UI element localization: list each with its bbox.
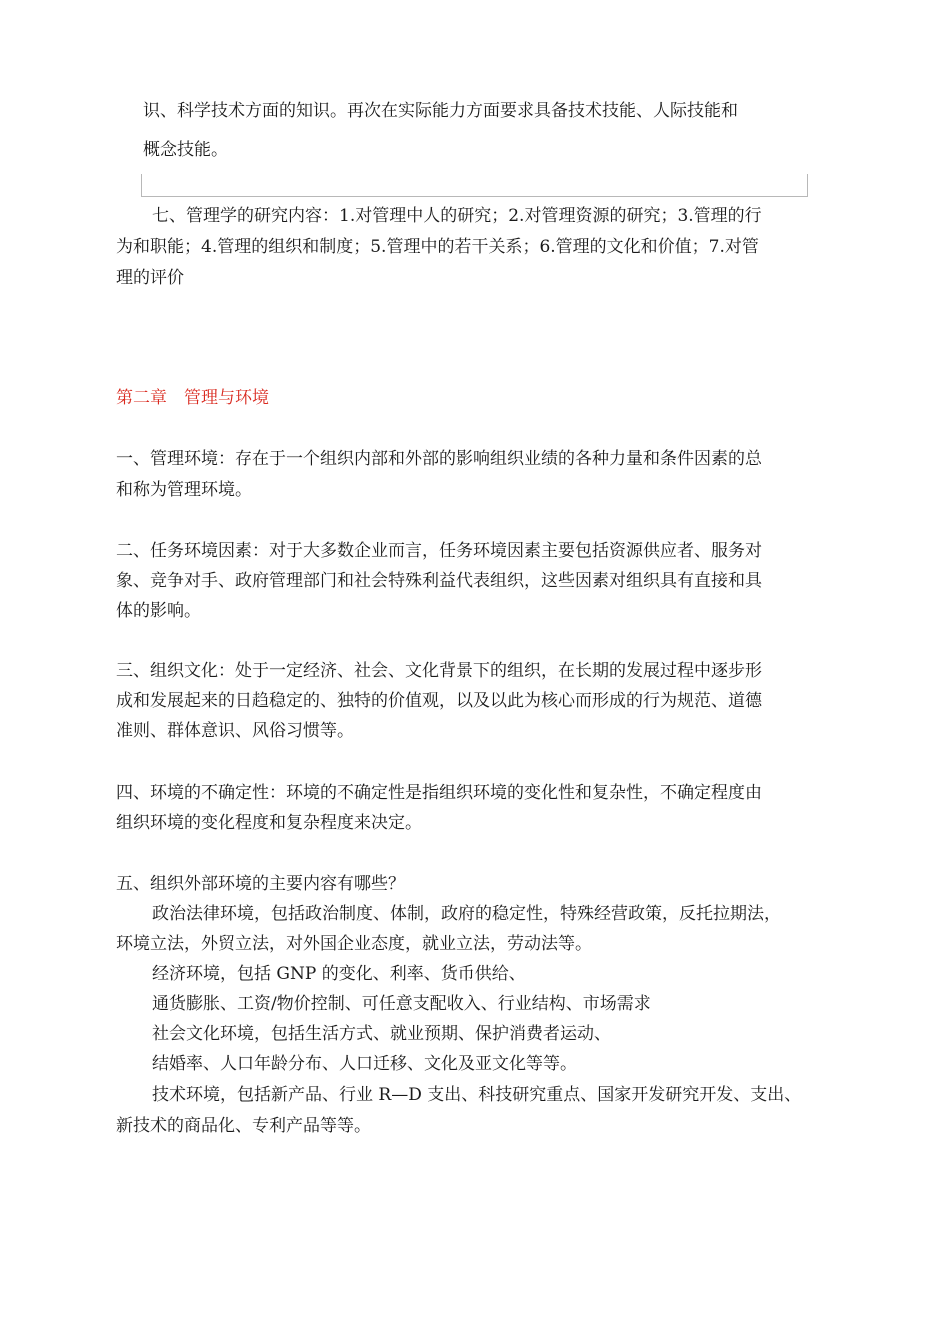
section-7-line-2: 为和职能；4.管理的组织和制度；5.管理中的若干关系；6.管理的文化和价值；7.对管 — [116, 237, 759, 257]
item-2-line-2: 象、竞争对手、政府管理部门和社会特殊利益代表组织，这些因素对组织具有直接和具 — [116, 571, 762, 591]
item-3-line-1: 三、组织文化：处于一定经济、社会、文化背景下的组织，在长期的发展过程中逐步形 — [116, 661, 762, 681]
item-1-line-1: 一、管理环境：存在于一个组织内部和外部的影响组织业绩的各种力量和条件因素的总 — [116, 449, 762, 469]
item-3-line-3: 准则、群体意识、风俗习惯等。 — [116, 721, 354, 741]
section-7-line-1: 七、管理学的研究内容：1.对管理中人的研究；2.对管理资源的研究；3.管理的行 — [152, 206, 762, 226]
item-1-line-2: 和称为管理环境。 — [116, 480, 252, 500]
item-5-tech-line-2: 新技术的商品化、专利产品等等。 — [116, 1116, 371, 1136]
chapter-title: 第二章 管理与环境 — [116, 388, 269, 408]
item-5-tech-line-1: 技术环境，包括新产品、行业 R—D 支出、科技研究重点、国家开发研究开发、支出、 — [152, 1085, 802, 1105]
item-4-line-2: 组织环境的变化程度和复杂程度来决定。 — [116, 813, 422, 833]
item-4-line-1: 四、环境的不确定性：环境的不确定性是指组织环境的变化性和复杂性，不确定程度由 — [116, 783, 762, 803]
item-5-economic-line-2: 通货膨胀、工资/物价控制、可任意支配收入、行业结构、市场需求 — [152, 994, 651, 1014]
item-5-heading: 五、组织外部环境的主要内容有哪些？ — [116, 874, 405, 894]
text-box-frame — [141, 174, 808, 197]
item-5-economic-line-1: 经济环境，包括 GNP 的变化、利率、货币供给、 — [152, 964, 526, 984]
item-3-line-2: 成和发展起来的日趋稳定的、独特的价值观，以及以此为核心而形成的行为规范、道德 — [116, 691, 762, 711]
top-block-line-1: 识、科学技术方面的知识。再次在实际能力方面要求具备技术技能、人际技能和 — [143, 101, 738, 121]
top-block-line-2: 概念技能。 — [143, 140, 228, 160]
item-5-social-line-2: 结婚率、人口年龄分布、人口迁移、文化及亚文化等等。 — [152, 1054, 577, 1074]
item-5-social-line-1: 社会文化环境，包括生活方式、就业预期、保护消费者运动、 — [152, 1024, 611, 1044]
item-5-political-line-1: 政治法律环境，包括政治制度、体制，政府的稳定性，特殊经营政策，反托拉期法， — [152, 904, 781, 924]
item-5-political-line-2: 环境立法，外贸立法，对外国企业态度，就业立法，劳动法等。 — [116, 934, 592, 954]
item-2-line-3: 体的影响。 — [116, 601, 201, 621]
section-7-line-3: 理的评价 — [116, 268, 184, 288]
item-2-line-1: 二、任务环境因素：对于大多数企业而言，任务环境因素主要包括资源供应者、服务对 — [116, 541, 762, 561]
